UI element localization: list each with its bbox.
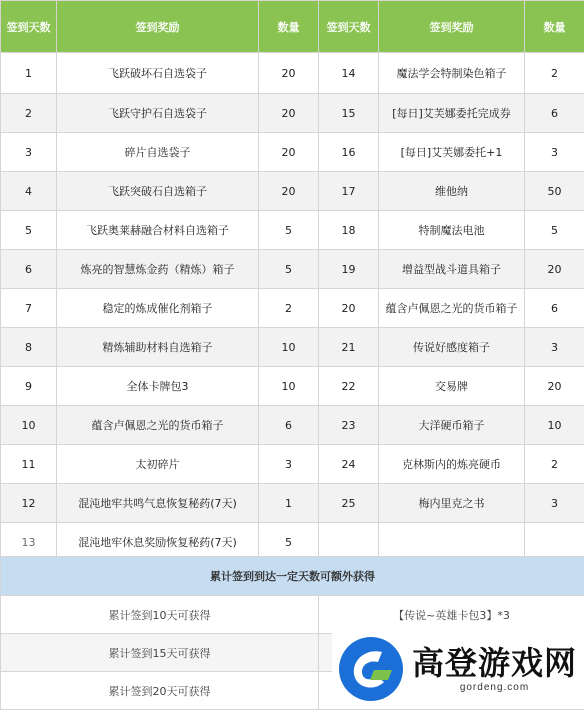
reward-cell: 增益型战斗道具箱子 xyxy=(379,250,525,289)
day-cell: 16 xyxy=(319,133,379,172)
reward-cell: 精炼辅助材料自选箱子 xyxy=(57,328,259,367)
qty-cell: 2 xyxy=(525,53,584,94)
table-row xyxy=(1,211,584,250)
bonus-condition: 累计签到10天可获得 xyxy=(1,596,319,634)
qty-cell: 2 xyxy=(259,289,319,328)
qty-cell: 3 xyxy=(525,328,584,367)
day-cell: 6 xyxy=(1,250,57,289)
bonus-title: 累计签到到达一定天数可额外获得 xyxy=(1,557,584,596)
table-row xyxy=(1,250,584,289)
day-cell: 25 xyxy=(319,484,379,523)
day-cell: 17 xyxy=(319,172,379,211)
day-cell: 5 xyxy=(1,211,57,250)
reward-cell: 交易牌 xyxy=(379,367,525,406)
reward-cell: 混沌地牢共鸣气息恢复秘药(7天) xyxy=(57,484,259,523)
reward-cell: 飞跃突破石自选箱子 xyxy=(57,172,259,211)
qty-cell: 3 xyxy=(525,133,584,172)
day-cell: 10 xyxy=(1,406,57,445)
qty-cell: 6 xyxy=(525,289,584,328)
table-row xyxy=(1,53,584,94)
qty-cell: 3 xyxy=(525,484,584,523)
table-row xyxy=(1,172,584,211)
reward-cell: 蕴含卢佩恩之光的货币箱子 xyxy=(57,406,259,445)
bonus-reward: 【传说~英雄卡包3】*3 xyxy=(319,596,584,634)
qty-cell: 20 xyxy=(259,53,319,94)
table-row xyxy=(1,289,584,328)
day-cell: 12 xyxy=(1,484,57,523)
day-cell: 4 xyxy=(1,172,57,211)
header-qty-2: 数量 xyxy=(525,1,584,53)
site-watermark xyxy=(332,630,584,707)
reward-cell: 蕴含卢佩恩之光的货币箱子 xyxy=(379,289,525,328)
bonus-condition: 累计签到15天可获得 xyxy=(1,634,319,672)
qty-cell: 1 xyxy=(259,484,319,523)
watermark-domain: gordeng.com xyxy=(412,682,577,693)
day-cell: 24 xyxy=(319,445,379,484)
day-cell: 18 xyxy=(319,211,379,250)
day-cell: 2 xyxy=(1,94,57,133)
reward-cell: 飞跃守护石自选袋子 xyxy=(57,94,259,133)
bonus-row xyxy=(1,596,584,634)
qty-cell: 3 xyxy=(259,445,319,484)
reward-cell: [每日]艾芙娜委托+1 xyxy=(379,133,525,172)
day-cell: 19 xyxy=(319,250,379,289)
qty-cell: 5 xyxy=(259,250,319,289)
reward-cell: 碎片自选袋子 xyxy=(57,133,259,172)
reward-cell: 稳定的炼成催化剂箱子 xyxy=(57,289,259,328)
header-qty-1: 数量 xyxy=(259,1,319,53)
header-reward-1: 签到奖励 xyxy=(57,1,259,53)
day-cell: 22 xyxy=(319,367,379,406)
day-cell: 1 xyxy=(1,53,57,94)
day-cell: 11 xyxy=(1,445,57,484)
qty-cell: 20 xyxy=(259,172,319,211)
site-logo-icon xyxy=(336,634,406,704)
reward-cell: 飞跃奥莱赫融合材料自选箱子 xyxy=(57,211,259,250)
qty-cell: 20 xyxy=(525,250,584,289)
qty-cell: 5 xyxy=(259,523,319,562)
day-cell: 14 xyxy=(319,53,379,94)
bonus-header-row xyxy=(1,557,584,596)
reward-cell: 特制魔法电池 xyxy=(379,211,525,250)
qty-cell: 5 xyxy=(525,211,584,250)
table-row xyxy=(1,484,584,523)
bonus-condition: 累计签到20天可获得 xyxy=(1,672,319,710)
reward-cell: 维他纳 xyxy=(379,172,525,211)
header-day-1: 签到天数 xyxy=(1,1,57,53)
table-row xyxy=(1,406,584,445)
reward-cell: 大洋硬币箱子 xyxy=(379,406,525,445)
qty-cell: 2 xyxy=(525,445,584,484)
day-cell: 13 xyxy=(1,523,57,562)
day-cell: 7 xyxy=(1,289,57,328)
qty-cell: 20 xyxy=(525,367,584,406)
header-reward-2: 签到奖励 xyxy=(379,1,525,53)
reward-cell: 梅内里克之书 xyxy=(379,484,525,523)
reward-cell: 魔法学会特制染色箱子 xyxy=(379,53,525,94)
qty-cell: 5 xyxy=(259,211,319,250)
qty-cell: 6 xyxy=(259,406,319,445)
qty-cell: 10 xyxy=(259,328,319,367)
table-row xyxy=(1,445,584,484)
watermark-title: 高登游戏网 xyxy=(412,644,577,682)
qty-cell: 6 xyxy=(525,94,584,133)
table-header-row xyxy=(1,1,584,53)
reward-cell: 克林斯内的炼亮硬币 xyxy=(379,445,525,484)
reward-cell: 炼亮的智慧炼金药（精炼）箱子 xyxy=(57,250,259,289)
qty-cell: 10 xyxy=(525,406,584,445)
day-cell: 3 xyxy=(1,133,57,172)
day-cell: 23 xyxy=(319,406,379,445)
qty-cell: 20 xyxy=(259,94,319,133)
reward-cell: 全体卡牌包3 xyxy=(57,367,259,406)
qty-cell: 20 xyxy=(259,133,319,172)
reward-cell: [每日]艾芙娜委托完成券 xyxy=(379,94,525,133)
day-cell: 15 xyxy=(319,94,379,133)
qty-cell: 10 xyxy=(259,367,319,406)
qty-cell: 50 xyxy=(525,172,584,211)
table-row xyxy=(1,94,584,133)
day-cell: 8 xyxy=(1,328,57,367)
header-day-2: 签到天数 xyxy=(319,1,379,53)
reward-cell: 传说好感度箱子 xyxy=(379,328,525,367)
day-cell: 21 xyxy=(319,328,379,367)
day-cell: 9 xyxy=(1,367,57,406)
table-row xyxy=(1,133,584,172)
table-row xyxy=(1,367,584,406)
table-row xyxy=(1,328,584,367)
reward-cell: 飞跃破坏石自选袋子 xyxy=(57,53,259,94)
reward-cell: 混沌地牢休息奖励恢复秘药(7天) xyxy=(57,523,259,562)
reward-cell: 太初碎片 xyxy=(57,445,259,484)
day-cell: 20 xyxy=(319,289,379,328)
